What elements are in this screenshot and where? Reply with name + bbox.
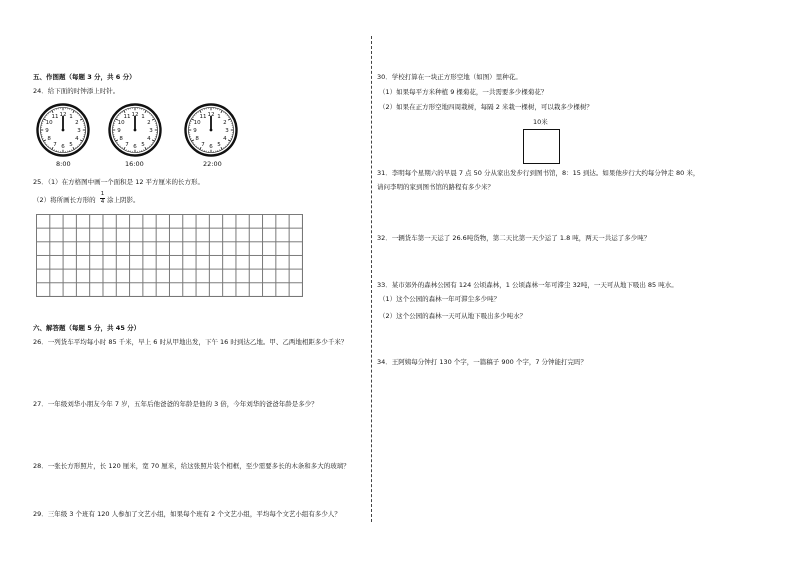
question-26: 26．一列货车平均每小时 85 千米，早上 6 时从甲地出发，下午 16 时到达乙地。甲、乙两地相距多少千米？ <box>33 338 348 346</box>
clock-numeral: 9 <box>117 128 121 134</box>
clock-numeral: 9 <box>45 128 49 134</box>
question-24: 24．给下面的时钟添上时针。 <box>33 87 120 95</box>
clock-numeral: 10 <box>45 120 53 126</box>
fraction-one-quarter <box>100 192 105 205</box>
clock-numeral: 2 <box>147 120 151 126</box>
question-31-line-2: 请问李明的家到图书馆的路程有多少米？ <box>377 183 494 191</box>
question-27: 27．一年级刘华小朋友今年 7 岁，五年后他爸爸的年龄是他的 3 倍，今年刘华的爸爸年龄是多少？ <box>33 400 318 408</box>
clock-numeral: 12 <box>131 112 139 118</box>
clock-numeral: 6 <box>209 144 213 150</box>
clock-numeral: 10 <box>117 120 125 126</box>
question-30: 30．学校打算在一块正方形空地（如图）里种花。 <box>377 73 522 81</box>
clock-numeral: 5 <box>217 141 221 148</box>
square-grid <box>36 214 303 297</box>
clock-2 <box>108 103 162 159</box>
question-34: 34．王阿姨每分钟打 130 个字，一篇稿子 900 个字，7 分钟能打完吗？ <box>377 358 588 366</box>
question-25-2-part-a: （2）将所画长方形的 <box>33 196 96 204</box>
column-divider <box>371 36 372 522</box>
clock-numeral: 6 <box>61 144 65 150</box>
fraction-denominator: 4 <box>100 198 105 205</box>
clock-numeral: 8 <box>195 136 199 142</box>
question-25-1: 25．（1）在方格图中画一个面积是 12 平方厘米的长方形。 <box>33 178 205 186</box>
clock-numeral: 7 <box>201 141 205 148</box>
clock-numeral: 1 <box>69 114 73 121</box>
clock-numeral: 8 <box>47 136 51 142</box>
question-25-2-part-b: 涂上阴影。 <box>107 196 140 204</box>
clock-1 <box>36 103 90 159</box>
clock-numeral: 4 <box>75 136 79 142</box>
clock-numeral: 9 <box>193 128 197 134</box>
clock-numeral: 12 <box>59 112 67 118</box>
clock-numeral: 7 <box>53 141 57 148</box>
clock-label-3: 22:00 <box>203 160 222 168</box>
clock-numeral: 3 <box>77 128 81 134</box>
clock-3 <box>184 103 238 159</box>
clock-numeral: 5 <box>69 141 73 148</box>
clock-numeral: 11 <box>123 114 131 121</box>
question-28: 28．一张长方形照片，长 120 厘米，宽 70 厘米，给这张照片装个相框，至少需要多长的木条和多大的玻璃？ <box>33 462 350 470</box>
clock-numeral: 11 <box>199 114 207 121</box>
clock-numeral: 1 <box>141 114 145 121</box>
fraction-numerator: 1 <box>100 191 105 197</box>
clock-numeral: 5 <box>141 141 145 148</box>
question-31-line-1: 31．李明每个星期六的早晨 7 点 50 分从家出发步行到图书馆，8：15 到达。如果他步行大约每分钟走 80 米， <box>377 169 700 177</box>
clock-numeral: 4 <box>223 136 227 142</box>
clock-numeral: 8 <box>119 136 123 142</box>
question-29: 29．三年级 3 个班有 120 人参加了文艺小组，如果每个班有 2 个文艺小组，平均每个文艺小组有多少人？ <box>33 510 341 518</box>
square-side-label: 10米 <box>533 118 548 126</box>
clock-numeral: 2 <box>223 120 227 126</box>
clock-numeral: 1 <box>217 114 221 121</box>
question-30-1: （1）如果每平方米种植 9 棵菊花，一共需要多少棵菊花？ <box>379 88 548 96</box>
clock-label-2: 16:00 <box>125 160 144 168</box>
clock-label-1: 8:00 <box>56 160 71 168</box>
clock-numeral: 3 <box>149 128 153 134</box>
clock-numeral: 12 <box>207 112 215 118</box>
clock-numeral: 6 <box>133 144 137 150</box>
question-33-2: （2）这个公园的森林一天可从地下吸出多少吨水？ <box>379 312 527 320</box>
clock-numeral: 4 <box>147 136 151 142</box>
section-5-title: 五、作图题（每题 3 分，共 6 分） <box>33 73 136 81</box>
clock-numeral: 2 <box>75 120 79 126</box>
question-30-2: （2）如果在正方形空地四周栽树，每隔 2 米栽一棵树，可以栽多少棵树？ <box>379 103 593 111</box>
question-33: 33．某市郊外的森林公园有 124 公顷森林，1 公顷森林一年可滞尘 32吨，一天可从地下吸出 85 吨水。 <box>377 281 678 289</box>
section-6-title: 六、解答题（每题 5 分，共 45 分） <box>33 324 141 332</box>
question-33-1: （1）这个公园的森林一年可滞尘多少吨？ <box>379 295 501 303</box>
clock-numeral: 10 <box>193 120 201 126</box>
clock-numeral: 7 <box>125 141 129 148</box>
clock-numeral: 3 <box>225 128 229 134</box>
clock-numeral: 11 <box>51 114 59 121</box>
question-32: 32．一辆货车第一天运了 26.6吨货物，第二天比第一天少运了 1.8 吨，两天一共运了多少吨？ <box>377 234 651 242</box>
square-plot-figure <box>523 129 560 164</box>
